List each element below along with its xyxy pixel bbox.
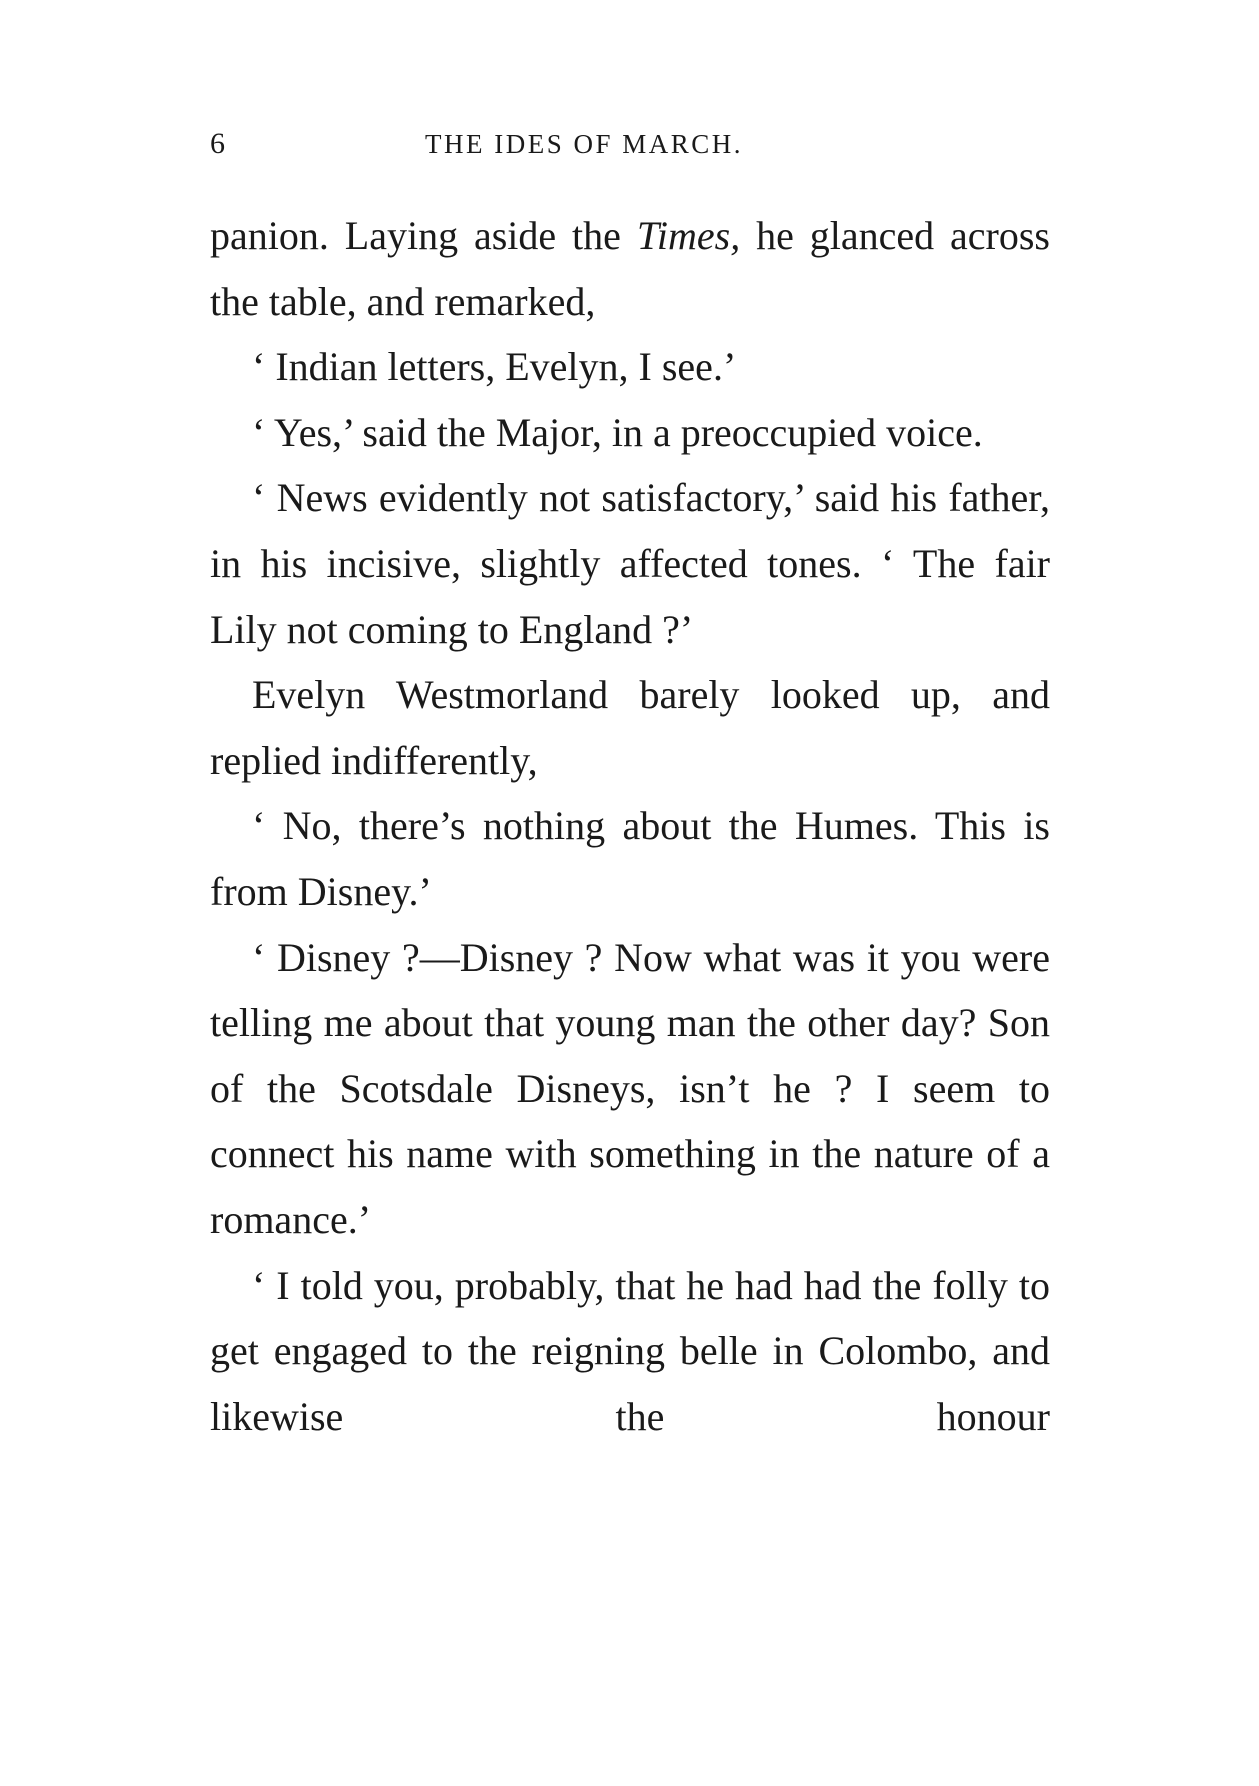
page-number: 6 [210,127,225,160]
paragraph: ‘ Indian letters, Evelyn, I see.’ [252,344,737,390]
page-header-title: THE IDES OF MARCH. [425,129,744,159]
paragraph: ‘ I told you, probably, that he had had the folly to get engaged to the reigning belle in Colombo, and likewise the honour [210,1262,1050,1439]
paragraph: Evelyn Westmorland barely looked up, and replied indifferently, [210,672,1050,783]
paragraph-text: panion. Laying aside the [210,213,637,258]
body-text [210,203,1050,1449]
running-head [210,122,1060,166]
paragraph: ‘ News evidently not satisfactory,’ said his father, in his incisive, slightly affected tones. ‘ The fair Lily not coming to England ?’ [210,475,1050,652]
paragraph [210,203,1050,334]
paragraph: ‘ Disney ?—Disney ? Now what was it you were telling me about that young man the other day? Son of the Scotsdale Disneys, isn’t he ? I seem to connect his name with something in the nature of a romance.’ [210,934,1050,1242]
italic-text: Times, [636,213,741,258]
paragraph: ‘ Yes,’ said the Major, in a preoccupied voice. [252,409,983,455]
paragraph: ‘ No, there’s nothing about the Humes. This is from Disney.’ [210,803,1050,914]
paragraph-text: he glanced across the table, and remarked, [210,213,1050,324]
